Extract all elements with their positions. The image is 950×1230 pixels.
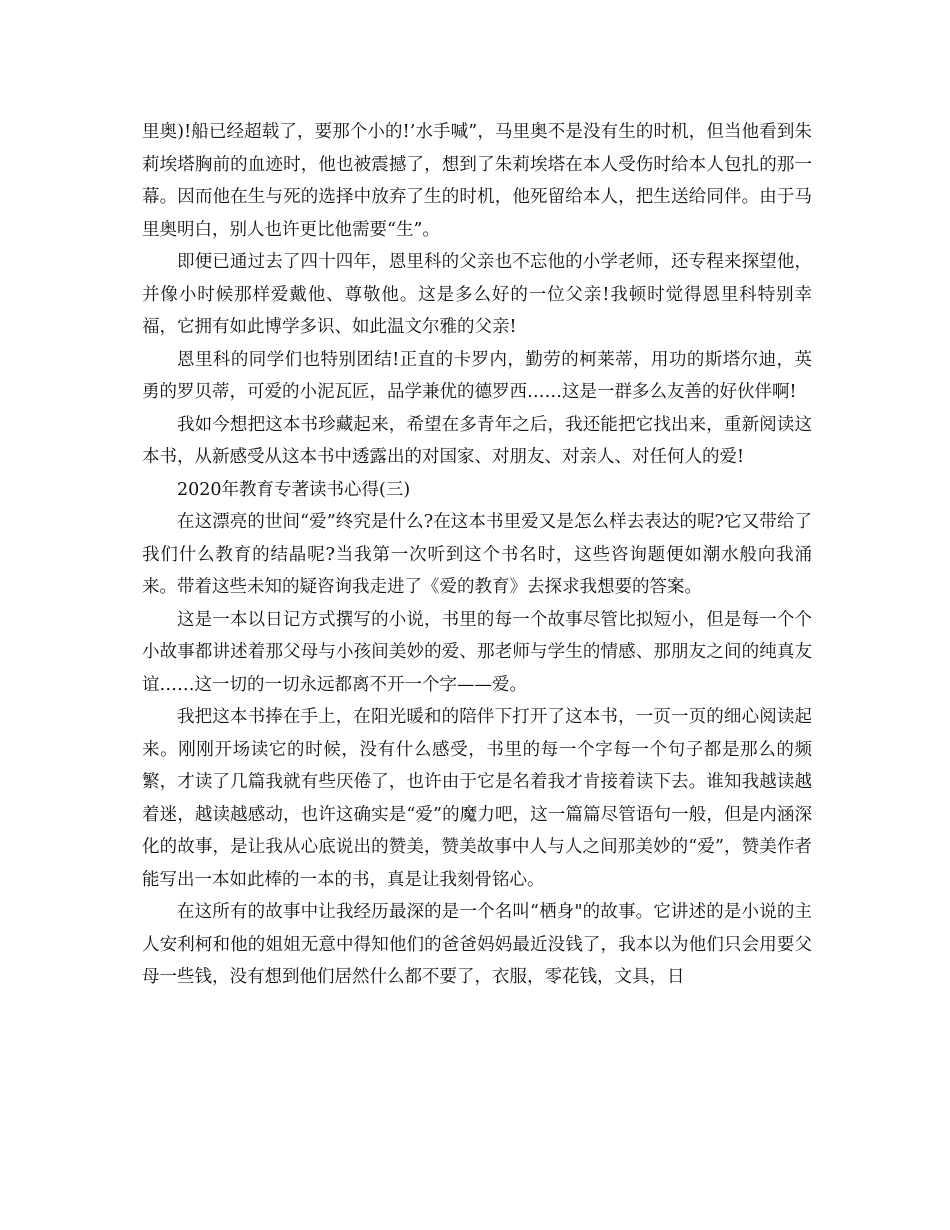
paragraph-2: 即便已通过去了四十四年，恩里科的父亲也不忘他的小学老师，还专程来探望他，并像小时候那样爱戴他、尊敬他。这是多么好的一位父亲!我顿时觉得恩里科特别幸福，它拥有如此博学多识、如此温文尔雅的父亲! <box>142 252 812 337</box>
paragraph-9: 在这所有的故事中让我经历最深的是一个名叫“栖身"的故事。它讲述的是小说的主人安利柯和他的姐姐无意中得知他们的爸爸妈妈最近没钱了，我本以为他们只会用要父母一些钱，没有想到他们居然什么都不要了，衣服，零花钱，文具，日 <box>142 902 812 987</box>
paragraph-6: 在这漂亮的世间“爱”终究是什么?在这本书里爱又是怎么样去表达的呢?它又带给了我们什么教育的结晶呢?当我第一次听到这个书名时，这些咨询题便如潮水般向我涌来。带着这些未知的疑咨询我走进了《爱的教育》去探求我想要的答案。 <box>142 512 812 597</box>
document-body <box>142 116 812 994</box>
paragraph-1: 里奥)!船已经超载了，要那个小的!’水手喊”，马里奥不是没有生的时机，但当他看到朱莉埃塔胸前的血迹时，他也被震撼了，想到了朱莉埃塔在本人受伤时给本人包扎的那一幕。因而他在生与死的选择中放弃了生的时机，他死留给本人，把生送给同伴。由于马里奥明白，别人也许更比他需要“生”。 <box>142 122 812 240</box>
paragraph-3: 恩里科的同学们也特别团结!正直的卡罗内，勤劳的柯莱蒂，用功的斯塔尔迪，英勇的罗贝蒂，可爱的小泥瓦匠，品学兼优的德罗西……这是一群多么友善的好伙伴啊! <box>142 349 812 402</box>
paragraph-8: 我把这本书捧在手上，在阳光暖和的陪伴下打开了这本书，一页一页的细心阅读起来。刚刚开场读它的时候，没有什么感受，书里的每一个字每一个句子都是那么的频繁，才读了几篇我就有些厌倦了，也许由于它是名着我才肯接着读下去。谁知我越读越着迷，越读越感动，也许这确实是“爱”的魔力吧，这一篇篇尽管语句一般，但是内涵深化的故事，是让我从心底说出的赞美，赞美故事中人与人之间那美妙的“爱”，赞美作者能写出一本如此棒的一本的书，真是让我刻骨铭心。 <box>142 707 812 890</box>
section-heading: 2020年教育专著读书心得(三) <box>177 479 411 500</box>
paragraph-7: 这是一本以日记方式撰写的小说，书里的每一个故事尽管比拟短小，但是每一个个小故事都讲述着那父母与小孩间美妙的爱、那老师与学生的情感、那朋友之间的纯真友谊……这一切的一切永远都离不开一个字——爱。 <box>142 609 812 695</box>
paragraph-4: 我如今想把这本书珍藏起来，希望在多青年之后，我还能把它找出来，重新阅读这本书，从新感受从这本书中透露出的对国家、对朋友、对亲人、对任何人的爱! <box>142 414 812 467</box>
